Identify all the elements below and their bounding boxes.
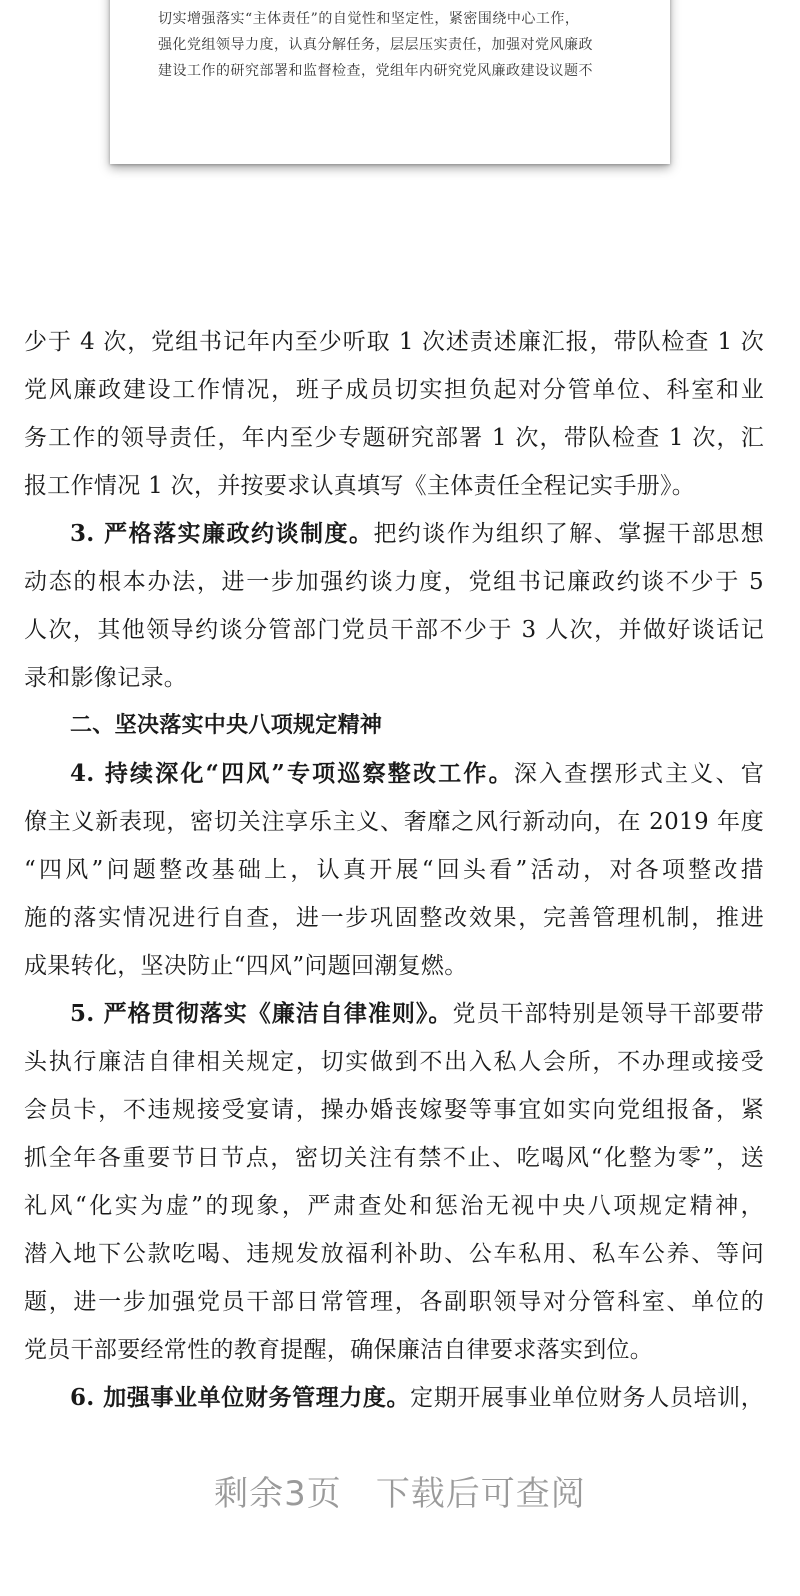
- preview-line: 切实增强落实“主体责任”的自觉性和坚定性，紧密围绕中心工作，: [158, 11, 580, 27]
- preview-text: [158, 6, 638, 84]
- item-6-title: 6. 加强事业单位财务管理力度。: [70, 1384, 411, 1411]
- text-line: 动态的根本办法，进一步加强约谈力度，党组书记廉政约谈不少于 5: [24, 569, 764, 595]
- download-prompt[interactable]: [0, 1466, 800, 1515]
- download-to-view-label: 下载后可查阅: [375, 1474, 586, 1514]
- item-6-text: 定期开展事业单位财务人员培训，: [410, 1385, 764, 1411]
- paragraph-4-first-line: [24, 750, 764, 798]
- text-line: 报工作情况 1 次，并按要求认真填写《主体责任全程记实手册》。: [24, 473, 696, 499]
- text-line: 成果转化，坚决防止“四风”问题回潮复燃。: [24, 953, 468, 979]
- text-line: 少于 4 次，党组书记年内至少听取 1 次述责述廉汇报，带队检查 1 次: [24, 329, 764, 355]
- item-4-text: 深入查摆形式主义、官: [513, 761, 765, 787]
- text-line: 会员卡，不违规接受宴请，操办婚丧嫁娶等事宜如实向党组报备，紧: [24, 1097, 764, 1123]
- text-line: 抓全年各重要节日节点，密切关注有禁不止、吃喝风“化整为零”，送: [24, 1145, 764, 1171]
- text-line: 施的落实情况进行自查，进一步巩固整改效果，完善管理机制，推进: [24, 905, 764, 931]
- paragraph-5-first-line: [24, 990, 764, 1038]
- text-line: 录和影像记录。: [24, 665, 188, 691]
- text-line: 礼风“化实为虚”的现象，严肃查处和惩治无视中央八项规定精神，: [24, 1193, 764, 1219]
- item-5-title: 5. 严格贯彻落实《廉洁自律准则》。: [70, 1000, 453, 1027]
- text-line: 头执行廉洁自律相关规定，切实做到不出入私人会所，不办理或接受: [24, 1049, 764, 1075]
- text-line: 潜入地下公款吃喝、违规发放福利补助、公车私用、私车公养、等问: [24, 1241, 764, 1267]
- item-4-title: 4. 持续深化“四风”专项巡察整改工作。: [70, 760, 514, 787]
- text-line: 人次，其他领导约谈分管部门党员干部不少于 3 人次，并做好谈话记: [24, 617, 764, 643]
- preview-line: 建设工作的研究部署和监督检查，党组年内研究党风廉政建设议题不: [158, 63, 593, 79]
- text-line: 僚主义新表现，密切关注享乐主义、奢靡之风行新动向，在 2019 年度: [24, 809, 764, 835]
- section-heading: 二、坚决落实中央八项规定精神: [70, 713, 383, 738]
- text-line: 党员干部要经常性的教育提醒，确保廉洁自律要求落实到位。: [24, 1337, 654, 1363]
- paragraph-6-first-line: [24, 1374, 764, 1422]
- item-5-text: 党员干部特别是领导干部要带: [452, 1001, 764, 1027]
- document-body: [24, 318, 764, 1422]
- previous-page-preview: [110, 0, 670, 164]
- remaining-pages-label: 剩余3页: [214, 1474, 342, 1514]
- preview-line: 强化党组领导力度，认真分解任务，层层压实责任，加强对党风廉政: [158, 37, 593, 53]
- text-line: 党风廉政建设工作情况，班子成员切实担负起对分管单位、科室和业: [24, 377, 764, 403]
- text-line: “四风”问题整改基础上，认真开展“回头看”活动，对各项整改措: [24, 857, 764, 883]
- text-line: 题，进一步加强党员干部日常管理，各副职领导对分管科室、单位的: [24, 1289, 764, 1315]
- item-3-text: 把约谈作为组织了解、掌握干部思想: [373, 521, 764, 547]
- paragraph-3-first-line: [24, 510, 764, 558]
- item-3-title: 3. 严格落实廉政约谈制度。: [70, 520, 374, 547]
- text-line: 务工作的领导责任，年内至少专题研究部署 1 次，带队检查 1 次，汇: [24, 425, 764, 451]
